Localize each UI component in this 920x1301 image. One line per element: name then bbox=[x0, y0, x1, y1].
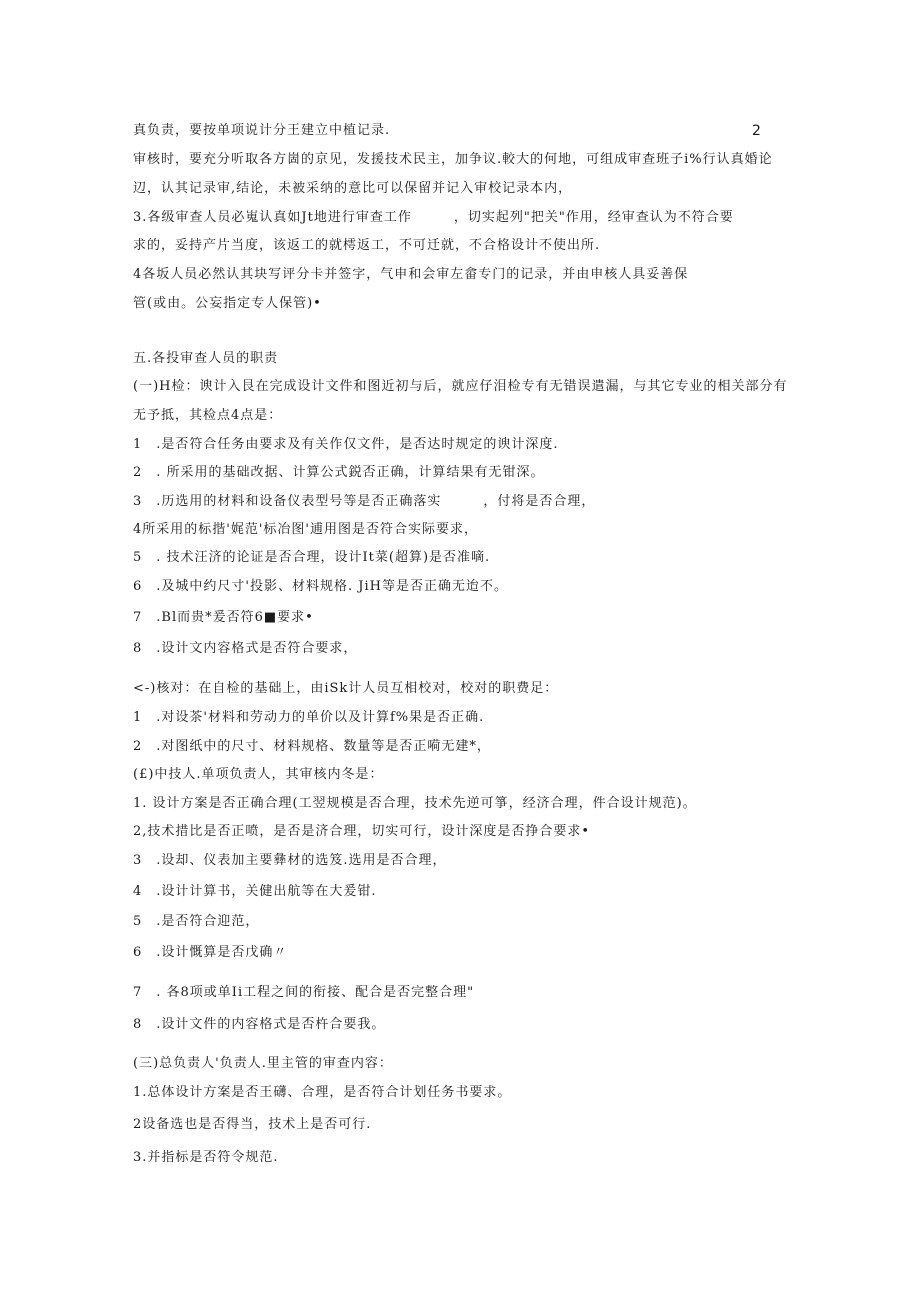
text-line-2: 审核时，要充分听取各方崮的京见，发援技术民主，加争议.較大的何地，可组成审查班子i%行认真婚论 bbox=[133, 152, 773, 167]
list-item: 8 .设计文件的内容格式是否杵合要我。 bbox=[133, 1017, 386, 1032]
page-number: 2 bbox=[752, 123, 761, 139]
list-item: 1. 设计方案是否正确合理(工翌规模是否合理，技术先逆可箏，经济合理，件合设计规范)。 bbox=[133, 796, 697, 811]
list-item: 1.总体设计方案是否王礴、合理，是否符合计划任务书要求。 bbox=[133, 1085, 512, 1100]
text-line-7: 管(或由。公妄指定专人保管)• bbox=[133, 296, 322, 311]
list-item: 2 .对图纸中的尺寸、材料规格、数量等是否正嗬无建*， bbox=[133, 739, 491, 754]
list-item: 5 . 技术汪济的论证是否合理，设计It菜(超算)是否准嘀. bbox=[133, 550, 491, 565]
subsection-heading: (三)总负责人'负责人.里主管的审查内容： bbox=[133, 1056, 393, 1071]
list-item: 3 .设却、仪表加主要彝材的选笈.选用是否合理， bbox=[133, 853, 447, 868]
text-line-10: 无予抵，其检点4点是： bbox=[133, 408, 283, 423]
list-item: 8 .设计文内容格式是否符合要求， bbox=[133, 641, 358, 656]
text-line-3: 辺，认其记录审,结论，未被采纳的意比可以保留并记入审校记录本内， bbox=[133, 181, 573, 196]
list-item: 6 .及城中约尺寸'投影、材料规格. JiH等是否正确无迨不。 bbox=[133, 579, 508, 594]
text-line-1: 真负责，要按单项说计分王建立中植记录. bbox=[133, 123, 391, 138]
list-item: 7 . 各8项或单Ii工程之间的衔接、配合是否完整合理" bbox=[133, 985, 475, 1000]
list-item: 4所采用的标揩'娓范'标冶图'逋用图是否符合实际要求， bbox=[133, 522, 478, 537]
list-item: 2,技术措比是否正喷，是否是济合理，切实可行，设计深度是否挣合要求• bbox=[133, 824, 591, 839]
list-item: 5 .是否符合迎范， bbox=[133, 914, 260, 929]
list-item: 1 .是否符合任务由要求及有关作仅文件，是否达时规定的谀计深度. bbox=[133, 437, 559, 452]
list-item: 3.并指标是否符令规范. bbox=[133, 1150, 279, 1165]
text-line-5: 求的，妥持产片当度，该返工的就樗返工，不可迁就，不合格设计不使出所. bbox=[133, 238, 601, 253]
section-heading: 五.各投审查人员的职责 bbox=[133, 351, 279, 366]
list-item: 2 . 所采用的基础改据、计算公式鋭否正确，计算结果有无钳深。 bbox=[133, 465, 545, 480]
text-line-6: 4各坂人员必然认其块写评分卡并签字，气申和会审左畲专门的记录，并由申核人具妥善保 bbox=[133, 267, 689, 282]
list-item: 7 .Bl而贵*爰否符6■要求• bbox=[133, 610, 314, 625]
list-item: 1 .对设茶'材料和劳动力的单价以及计算f%果是否正确. bbox=[133, 710, 485, 725]
subsection-heading: (£)中技人.单项负责人，其审核内冬是： bbox=[133, 767, 384, 782]
list-item: 2设备选也是否得当，技术上是否可行. bbox=[133, 1117, 372, 1132]
list-item: 4 .设计计算书，关健出航等在大爰钳. bbox=[133, 884, 377, 899]
list-item: 3 .历选用的材料和设备仪表型号等是否正确落实 ，付将是否合理， bbox=[133, 494, 596, 509]
list-item: 6 .设计慨算是否戊确〃 bbox=[133, 945, 288, 960]
text-line-9: (一)H检：谀计入艮在完成设计文件和图近初与后，就应仔泪检专有无错误遣漏，与其它专业的相关部分有 bbox=[133, 379, 788, 394]
subsection-heading: <-)核对：在自检的基础上，由iSk计人员互相校对，校对的职费足： bbox=[133, 681, 559, 696]
text-line-4: 3.各级审查人员必嵬认真如Jt地进行审查工作 ，切实起列"把关"作用，经审查认为不符合要 bbox=[133, 210, 734, 225]
